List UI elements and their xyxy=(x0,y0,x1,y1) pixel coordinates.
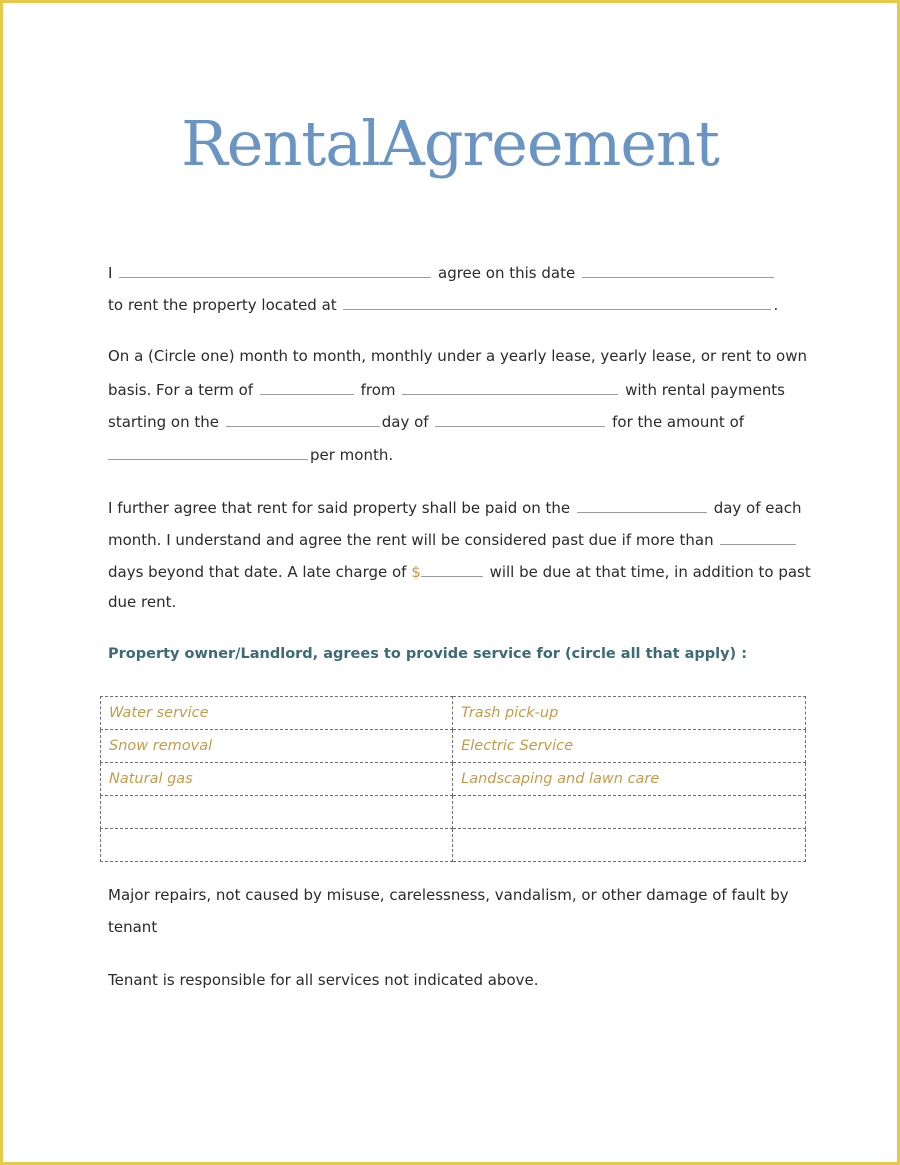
service-cell[interactable]: Landscaping and lawn care xyxy=(453,763,806,796)
service-cell[interactable] xyxy=(453,796,806,829)
para1-i-label: I xyxy=(108,264,113,282)
service-cell[interactable]: Electric Service xyxy=(453,730,806,763)
para3-line3 xyxy=(108,563,811,580)
grace-days-blank[interactable] xyxy=(720,531,796,545)
late-charge-blank[interactable] xyxy=(421,563,483,577)
para3-day-each-label: day of each xyxy=(713,499,802,517)
para3-paid-on-label: I further agree that rent for said property shall be paid on the xyxy=(108,499,571,517)
para3-due-label: will be due at that time, in addition to past xyxy=(489,563,811,581)
service-cell[interactable]: Water service xyxy=(101,697,453,730)
rent-amount-blank[interactable] xyxy=(108,446,308,460)
term-start-blank[interactable] xyxy=(402,381,618,395)
services-heading: Property owner/Landlord, agrees to provide service for (circle all that apply) : xyxy=(108,646,748,662)
para2-payments-label: with rental payments xyxy=(625,381,785,399)
service-cell[interactable]: Natural gas xyxy=(101,763,453,796)
para3-line1 xyxy=(108,499,801,516)
para2-starting-label: starting on the xyxy=(108,413,219,431)
para2-amount-label: for the amount of xyxy=(612,413,745,431)
document-title: RentalAgreement xyxy=(181,107,719,180)
currency-symbol: $ xyxy=(411,563,421,581)
payment-start-day-blank[interactable] xyxy=(226,413,380,427)
para3-late-charge-label: days beyond that date. A late charge of xyxy=(108,563,407,581)
table-row xyxy=(101,829,806,862)
services-table xyxy=(100,696,806,862)
agreement-date-blank[interactable] xyxy=(582,264,774,278)
para2-line1: On a (Circle one) month to month, monthly under a yearly lease, yearly lease, or rent to own xyxy=(108,347,807,365)
tenant-name-blank[interactable] xyxy=(119,264,431,278)
para4-line2: tenant xyxy=(108,918,158,936)
para2-line3 xyxy=(108,413,744,430)
para1-property-label: to rent the property located at xyxy=(108,296,337,314)
service-cell[interactable] xyxy=(101,796,453,829)
service-cell[interactable] xyxy=(453,829,806,862)
service-cell[interactable]: Trash pick-up xyxy=(453,697,806,730)
para1-agree-label: agree on this date xyxy=(438,264,576,282)
service-cell[interactable] xyxy=(101,829,453,862)
para2-dayof-label: day of xyxy=(381,413,429,431)
para2-from-label: from xyxy=(360,381,396,399)
payment-month-blank[interactable] xyxy=(435,413,605,427)
para1-period: . xyxy=(773,296,779,314)
table-row xyxy=(101,796,806,829)
para2-term-label: basis. For a term of xyxy=(108,381,254,399)
due-day-blank[interactable] xyxy=(577,499,707,513)
service-cell[interactable]: Snow removal xyxy=(101,730,453,763)
table-row xyxy=(101,730,806,763)
para4-line1: Major repairs, not caused by misuse, carelessness, vandalism, or other damage of fault by xyxy=(108,886,789,904)
table-row xyxy=(101,763,806,796)
term-length-blank[interactable] xyxy=(260,381,354,395)
para1-line1 xyxy=(108,264,776,281)
para2-line4 xyxy=(106,446,393,463)
para3-past-due-label: month. I understand and agree the rent will be considered past due if more than xyxy=(108,531,714,549)
para5-line: Tenant is responsible for all services not indicated above. xyxy=(108,971,539,989)
para2-line2 xyxy=(108,381,785,398)
para3-line2 xyxy=(108,531,798,548)
para1-line2 xyxy=(108,296,778,313)
para2-per-month-label: per month. xyxy=(310,446,394,464)
para3-line4: due rent. xyxy=(108,593,177,611)
table-row xyxy=(101,697,806,730)
property-address-blank[interactable] xyxy=(343,296,771,310)
